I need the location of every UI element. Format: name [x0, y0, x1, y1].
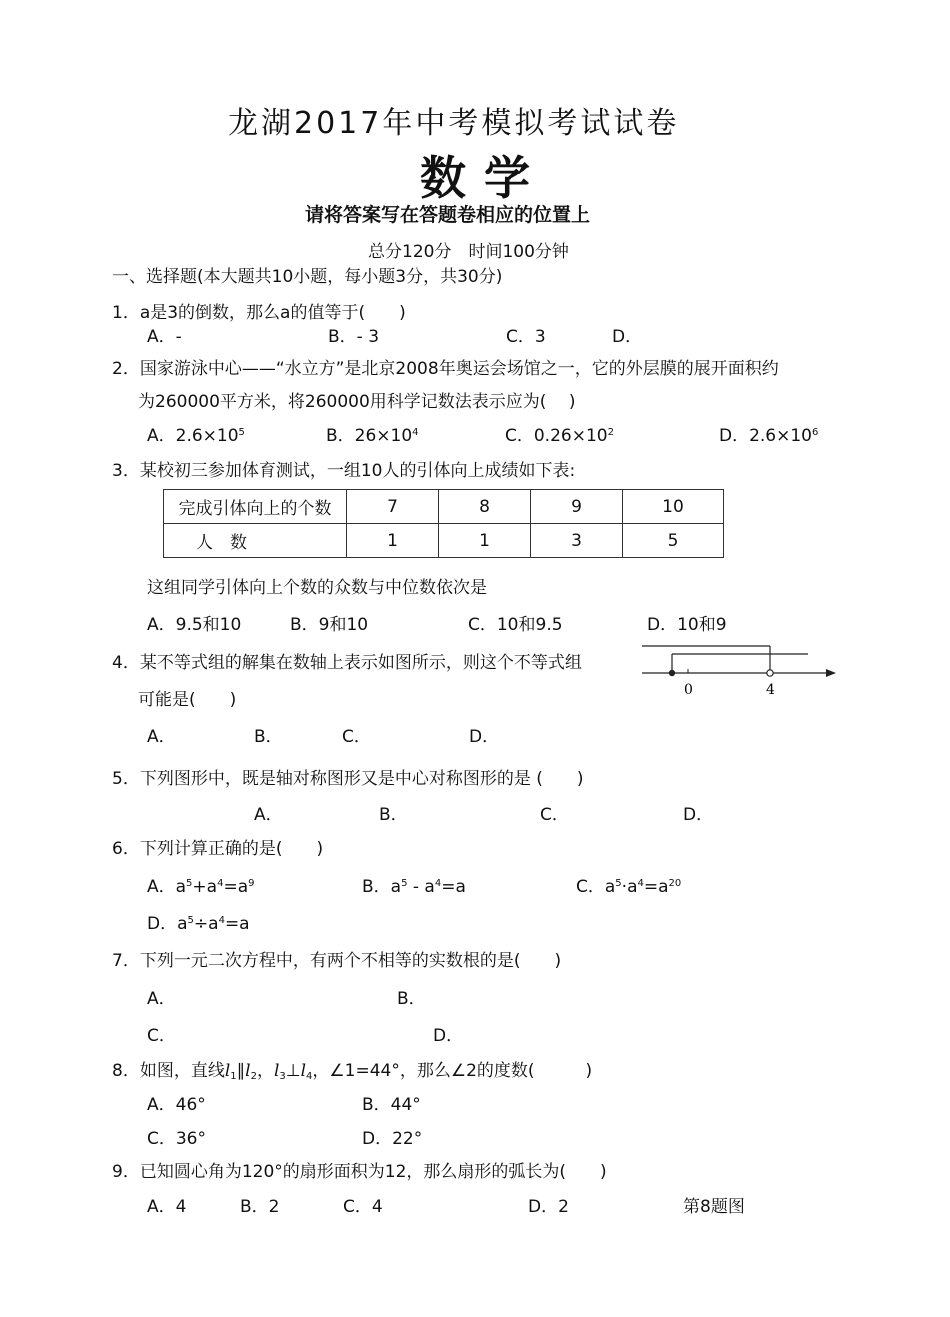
q5-option-b: B．	[379, 805, 408, 825]
q1-stem: 1．a是3的倒数，那么a的值等于( )	[112, 303, 406, 323]
q9-stem: 9．已知圆心角为120°的扇形面积为12，那么扇形的弧长为( )	[112, 1162, 607, 1182]
table-row	[164, 490, 724, 524]
q6-option-c: C．$a^5\cdot a^4=a^{20}$	[576, 877, 682, 897]
table-cell: 8	[439, 490, 531, 524]
q1-option-d: D．	[612, 327, 643, 347]
q9-option-c: C．4	[343, 1197, 383, 1217]
q9-option-b: B．2	[240, 1197, 280, 1217]
q2-stem-line1: 2．国家游泳中心——“水立方”是北京2008年奥运会场馆之一，它的外层膜的展开面积约	[112, 359, 779, 379]
table-cell: 5	[623, 524, 724, 558]
q3-question: 这组同学引体向上个数的众数与中位数依次是	[147, 578, 487, 598]
table-cell: 9	[531, 490, 623, 524]
q8-option-c: C．36°	[147, 1129, 207, 1149]
q4-stem-line2: 可能是( )	[138, 690, 237, 710]
answer-notice: 请将答案写在答题卷相应的位置上	[305, 204, 591, 226]
q2-option-d: D．$2.6\times 10^6$	[719, 426, 819, 446]
q3-option-c: C．10和9.5	[468, 615, 563, 635]
q1-option-c: C．3	[506, 327, 546, 347]
q4-option-d: D．	[469, 727, 500, 747]
table-row	[164, 524, 724, 558]
q4-option-a: A．	[147, 727, 176, 747]
q1-option-a: A．-	[147, 327, 182, 347]
subject-title: 数学	[420, 151, 548, 205]
q1-option-b: B．- 3	[328, 327, 380, 347]
section-heading: 一、选择题(本大题共10小题，每小题3分，共30分)	[112, 267, 503, 287]
table-cell: 人 数	[164, 524, 347, 558]
q8-option-b: B．44°	[362, 1095, 421, 1115]
q6-option-b: B．$a^5 - a^4=a$	[362, 877, 466, 897]
q8-stem: 8．如图，直线$l_1\parallel l_2$，$l_3\perp l_4$，∠1=44°，那么∠2的度数( )	[112, 1061, 593, 1082]
q6-option-d: D．$a^5\div a^4=a$	[147, 914, 250, 934]
table-cell: 10	[623, 490, 724, 524]
q7-stem: 7．下列一元二次方程中，有两个不相等的实数根的是( )	[112, 951, 562, 971]
q7-option-b: B．	[397, 989, 426, 1009]
table-cell: 完成引体向上的个数	[164, 490, 347, 524]
table-cell: 1	[439, 524, 531, 558]
q4-option-b: B．	[254, 727, 283, 747]
q6-stem: 6．下列计算正确的是( )	[112, 839, 324, 859]
table-cell: 3	[531, 524, 623, 558]
figure-caption: 第8题图	[683, 1197, 745, 1217]
axis-label-zero: 0	[684, 682, 693, 698]
q2-option-b: B．$26\times 10^4$	[326, 426, 419, 446]
q8-option-d: D．22°	[362, 1129, 423, 1149]
q3-table	[163, 489, 724, 558]
q7-option-a: A．	[147, 989, 176, 1009]
q5-option-a: A．	[254, 805, 283, 825]
number-line-figure	[630, 636, 845, 700]
table-cell: 1	[347, 524, 439, 558]
q3-option-a: A．9.5和10	[147, 615, 242, 635]
score-time: 总分120分 时间100分钟	[368, 242, 569, 262]
q2-stem-line2: 为260000平方米，将260000用科学记数法表示应为( )	[138, 392, 576, 412]
q9-option-d: D．2	[528, 1197, 569, 1217]
q5-stem: 5．下列图形中，既是轴对称图形又是中心对称图形的是 ( )	[112, 769, 584, 789]
q7-option-c: C．	[147, 1026, 176, 1046]
exam-title: 龙湖2017年中考模拟考试试卷	[228, 106, 680, 141]
q3-option-d: D．10和9	[647, 615, 727, 635]
axis-label-four: 4	[766, 682, 775, 698]
q3-option-b: B．9和10	[290, 615, 369, 635]
q5-option-c: C．	[540, 805, 569, 825]
q6-option-a: A．$a^5+a^4=a^9$	[147, 877, 255, 897]
open-endpoint	[767, 670, 773, 676]
q4-option-c: C．	[342, 727, 371, 747]
q2-option-c: C．$0.26\times 10^2$	[505, 426, 614, 446]
q4-stem-line1: 4．某不等式组的解集在数轴上表示如图所示，则这个不等式组	[112, 653, 582, 673]
q2-option-a: A．$2.6\times 10^5$	[147, 426, 245, 446]
axis-arrow-icon	[826, 669, 836, 677]
q7-option-d: D．	[433, 1026, 464, 1046]
q5-option-d: D．	[683, 805, 714, 825]
q8-option-a: A．46°	[147, 1095, 206, 1115]
solid-endpoint	[669, 670, 675, 676]
q9-option-a: A．4	[147, 1197, 187, 1217]
q3-stem: 3．某校初三参加体育测试，一组10人的引体向上成绩如下表:	[112, 461, 576, 481]
table-cell: 7	[347, 490, 439, 524]
